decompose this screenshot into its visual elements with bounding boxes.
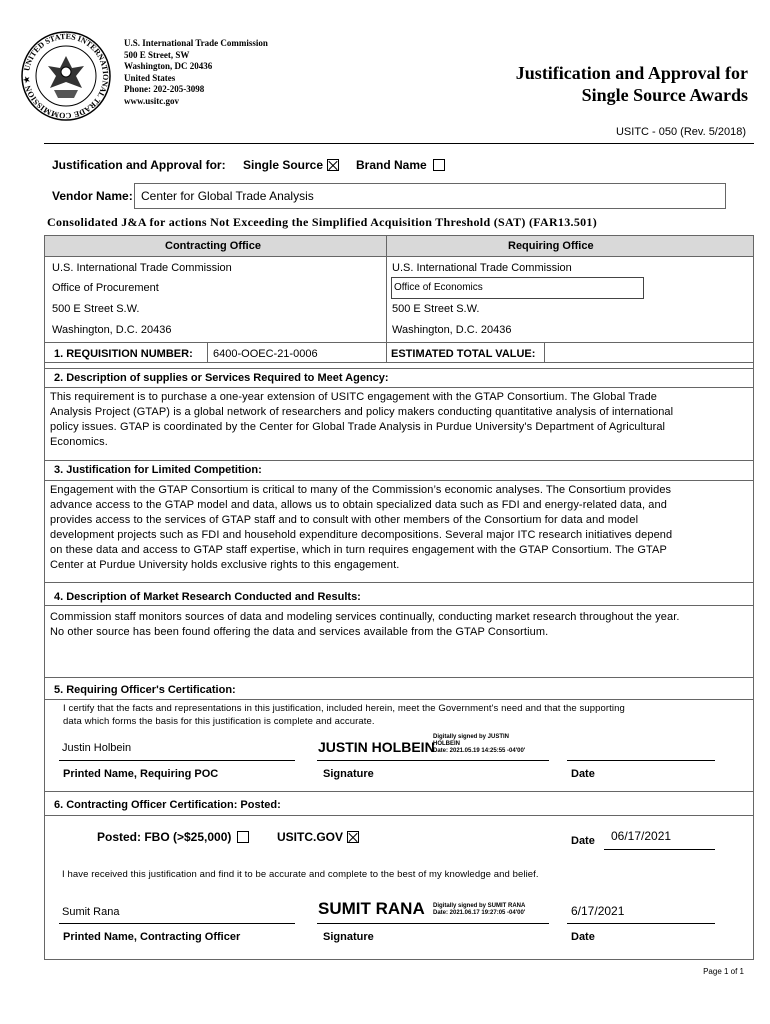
section-3-line: on these data and access to GTAP staff expertise, which in turn requires engagement with the GTAP Consortium. The GTAP [50, 544, 667, 556]
section-2-heading: 2. Description of supplies or Services Required to Meet Agency: [54, 372, 389, 384]
section-2-text [50, 390, 746, 450]
address-line: United States [124, 72, 176, 83]
usitc-gov-checkbox[interactable] [347, 831, 359, 843]
requisition-number-label: 1. REQUISITION NUMBER: [54, 348, 193, 360]
digital-signature-line: Digitally signed by JUSTIN [433, 734, 510, 740]
section-3-line: Engagement with the GTAP Consortium is critical to many of the Commission’s economic analyses. The Consortium provides [50, 484, 672, 496]
contracting-office-line: 500 E Street S.W. [52, 303, 140, 315]
section-6-heading: 6. Contracting Officer Certification: Posted: [54, 799, 281, 811]
certification-line: data which forms the basis for this justification is complete and accurate. [63, 716, 375, 727]
contracting-officer-signature: SUMIT RANA [318, 899, 425, 918]
consolidated-title: Consolidated J&A for actions Not Exceeding the Simplified Acquisition Threshold (SAT) (FAR13.501) [47, 215, 598, 229]
requisition-number-value: 6400-OOEC-21-0006 [213, 348, 318, 360]
address-line: www.usitc.gov [124, 95, 180, 106]
digital-signature-line: Date: 2021.05.19 14:25:55 -04'00' [433, 748, 526, 754]
single-source-label: Single Source [243, 158, 324, 172]
office-header-row [45, 236, 753, 256]
section-4-line: No other source has been found offering the data and services available from the GTAP Consortium. [50, 626, 549, 638]
brand-name-checkbox[interactable] [433, 159, 445, 171]
usitc-gov-option[interactable] [277, 830, 359, 844]
vendor-name-field[interactable] [134, 183, 726, 209]
requiring-poc-signature: JUSTIN HOLBEIN [318, 739, 435, 755]
date-label: Date [571, 768, 595, 780]
section-3-line: advance access to the GTAP model and data, allows us to obtain specialized data such as FDI and energy-related data, and [50, 499, 667, 511]
header-divider [44, 143, 754, 144]
brand-name-label: Brand Name [356, 158, 427, 172]
form-title-line1: Justification and Approval for [515, 63, 748, 83]
section-2-line: This requirement is to purchase a one-year extension of USITC engagement with the GTAP Consortium. The Global Trade [50, 391, 658, 403]
section-2-line: Analysis Project (GTAP) is a global network of researchers and policy makers conducting quantitative analysis of international [50, 406, 674, 418]
requiring-office-value: Office of Economics [394, 282, 483, 293]
address-line: 500 E Street, SW [124, 49, 190, 60]
form-body [44, 235, 754, 960]
vendor-name-label: Vendor Name: [52, 189, 133, 203]
single-source-checkbox[interactable] [327, 159, 339, 171]
requiring-office-field[interactable] [391, 277, 644, 299]
requiring-office-line: U.S. International Trade Commission [392, 262, 572, 274]
digital-signature-line: Date: 2021.06.17 19:27:05 -04'00' [433, 910, 526, 916]
contracting-officer-date[interactable]: 6/17/2021 [571, 904, 625, 918]
contracting-officer-name: Sumit Rana [62, 906, 120, 918]
address-line: U.S. International Trade Commission [124, 38, 268, 48]
brand-name-option[interactable] [356, 158, 445, 172]
requiring-office-header: Requiring Office [508, 240, 594, 252]
section-4-heading: 4. Description of Market Research Conducted and Results: [54, 591, 361, 603]
form-title-line2: Single Source Awards [581, 85, 748, 105]
posted-fbo-option[interactable] [97, 830, 249, 844]
section-2-line: Economics. [50, 436, 108, 448]
contracting-office-header: Contracting Office [165, 240, 261, 252]
estimated-value-label: ESTIMATED TOTAL VALUE: [391, 348, 536, 360]
certification-line: I certify that the facts and representations in this justification, included herein, meet the Government's need and that the supporting [63, 703, 625, 714]
address-line: Phone: 202-205-3098 [124, 84, 205, 94]
contracting-office-line: U.S. International Trade Commission [52, 262, 232, 274]
signature-label: Signature [323, 931, 374, 943]
contracting-officer-digital-signature [433, 903, 525, 917]
vendor-name-value: Center for Global Trade Analysis [141, 189, 314, 203]
contracting-office-line: Office of Procurement [52, 282, 159, 294]
section-5-certification [63, 702, 759, 728]
posted-fbo-label: Posted: FBO (>$25,000) [97, 830, 232, 844]
form-number: USITC - 050 (Rev. 5/2018) [615, 126, 746, 138]
printed-name-label: Printed Name, Contracting Officer [63, 931, 241, 943]
page-number: Page 1 of 1 [703, 967, 744, 976]
requiring-poc-digital-signature [433, 734, 525, 755]
posted-date-value[interactable]: 06/17/2021 [611, 829, 672, 843]
section-3-line: Center at Purdue University holds exclusive rights to this engagement. [50, 559, 400, 571]
requiring-poc-name: Justin Holbein [62, 742, 132, 754]
section-5-heading: 5. Requiring Officer's Certification: [54, 684, 236, 696]
posted-fbo-checkbox[interactable] [237, 831, 249, 843]
signature-label: Signature [323, 768, 374, 780]
digital-signature-line: Digitally signed by SUMIT RANA [433, 903, 526, 909]
digital-signature-line: HOLBEIN [433, 741, 460, 747]
section-3-text [50, 483, 746, 573]
printed-name-label: Printed Name, Requiring POC [63, 768, 219, 780]
section-2-line: policy issues. GTAP is coordinated by the Center for Global Trade Analysis in Purdue University's Department of Agricultural [50, 421, 666, 433]
form-title [516, 62, 748, 106]
address-line: Washington, DC 20436 [124, 61, 213, 71]
section-3-line: development projects such as FDI and household expenditure decompositions. Several major ITC research initiatives depend [50, 529, 673, 541]
section-3-heading: 3. Justification for Limited Competition: [54, 464, 262, 476]
section-4-line: Commission staff monitors sources of data and modeling services continually, conducting market research throughout the year. [50, 611, 680, 623]
ja-for-label: Justification and Approval for: [52, 158, 226, 172]
single-source-option[interactable] [243, 158, 339, 172]
requiring-office-line: 500 E Street S.W. [392, 303, 480, 315]
usitc-seal-logo [20, 30, 112, 122]
agency-address [124, 38, 268, 107]
date-label: Date [571, 931, 595, 943]
posted-date-label: Date [571, 835, 595, 847]
usitc-gov-label: USITC.GOV [277, 830, 344, 844]
contracting-office-line: Washington, D.C. 20436 [52, 324, 172, 336]
section-3-line: provides access to the services of GTAP staff and to consult with other members of the Consortium for data and model [50, 514, 639, 526]
requiring-office-line: Washington, D.C. 20436 [392, 324, 512, 336]
section-4-text [50, 610, 746, 640]
svg-text:UNITED STATES INTERNATIONAL TR: UNITED STATES INTERNATIONAL TRADE COMMISSION ★ [21, 31, 111, 121]
received-statement: I have received this justification and find it to be accurate and complete to the best of my knowledge and belief. [62, 869, 539, 880]
